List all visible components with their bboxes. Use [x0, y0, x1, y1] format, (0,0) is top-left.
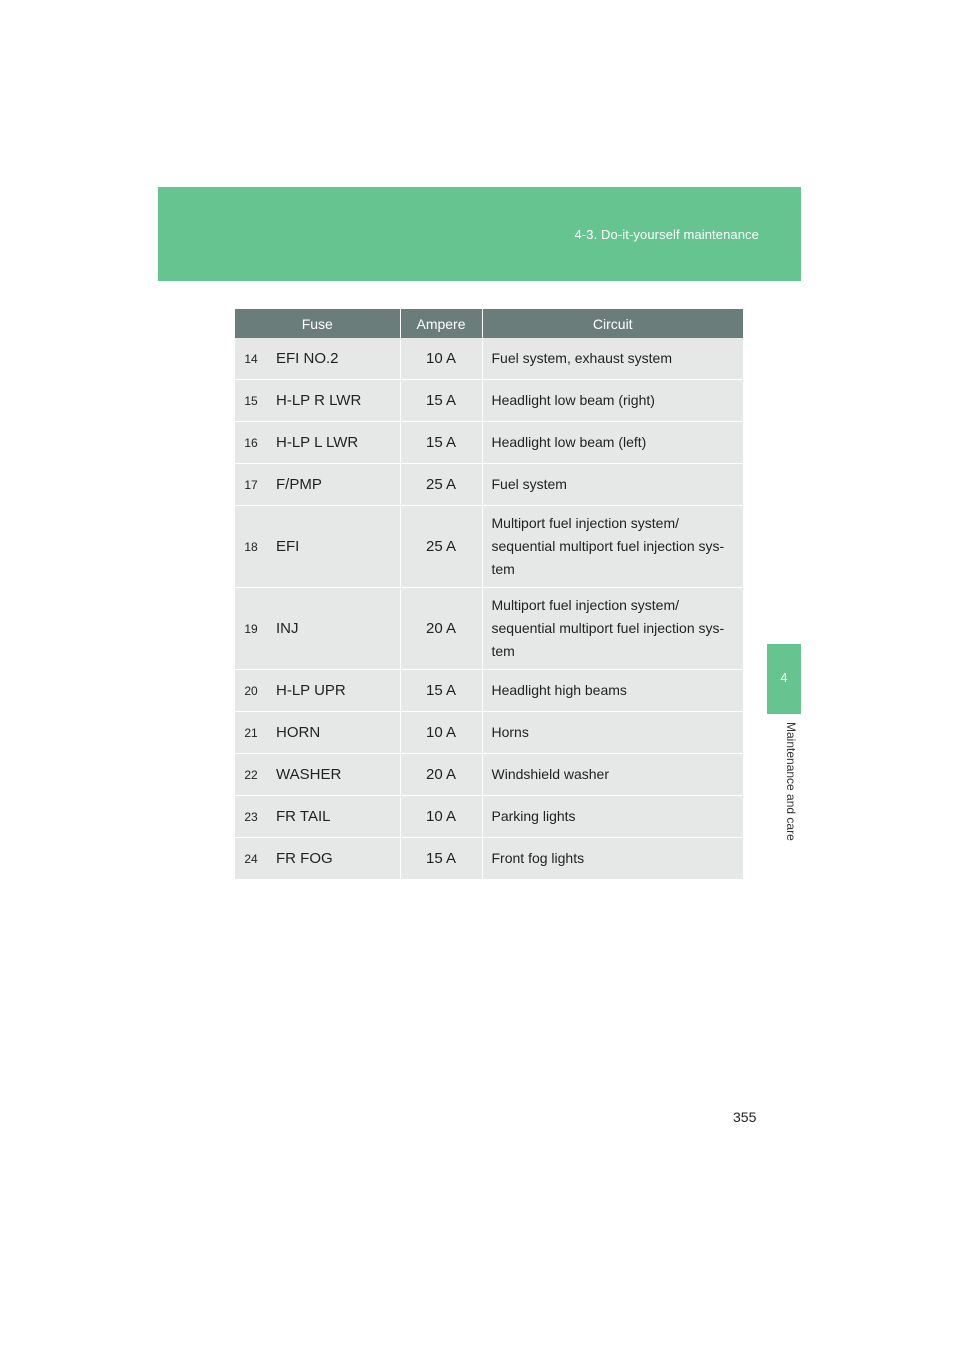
fuse-ampere: 10 A [400, 338, 482, 380]
fuse-number: 22 [235, 754, 267, 796]
fuse-circuit: Multiport fuel injection system/ sequential multiport fuel injection sys- tem [482, 588, 743, 670]
table-row [235, 464, 743, 506]
table-row [235, 838, 743, 880]
fuse-ampere: 25 A [400, 464, 482, 506]
chapter-number: 4 [780, 670, 788, 685]
table-row [235, 422, 743, 464]
fuse-name: F/PMP [267, 464, 400, 506]
fuse-number: 17 [235, 464, 267, 506]
fuse-number: 18 [235, 506, 267, 588]
table-row [235, 670, 743, 712]
table-row [235, 338, 743, 380]
chapter-label: Maintenance and care [784, 722, 798, 841]
page-number: 355 [733, 1109, 757, 1125]
fuse-ampere: 15 A [400, 670, 482, 712]
table-header-row [235, 309, 743, 338]
fuse-number: 21 [235, 712, 267, 754]
fuse-name: FR TAIL [267, 796, 400, 838]
fuse-number: 23 [235, 796, 267, 838]
fuse-number: 19 [235, 588, 267, 670]
fuse-circuit: Horns [482, 712, 743, 754]
fuse-table [235, 309, 743, 880]
fuse-name: H-LP UPR [267, 670, 400, 712]
fuse-number: 24 [235, 838, 267, 880]
table-row [235, 796, 743, 838]
header-band [158, 187, 801, 281]
fuse-circuit: Headlight low beam (left) [482, 422, 743, 464]
fuse-ampere: 15 A [400, 838, 482, 880]
column-header-ampere: Ampere [400, 309, 482, 338]
fuse-ampere: 10 A [400, 712, 482, 754]
fuse-circuit: Multiport fuel injection system/ sequential multiport fuel injection sys- tem [482, 506, 743, 588]
fuse-name: FR FOG [267, 838, 400, 880]
fuse-number: 14 [235, 338, 267, 380]
fuse-name: EFI [267, 506, 400, 588]
fuse-name: EFI NO.2 [267, 338, 400, 380]
fuse-circuit: Parking lights [482, 796, 743, 838]
chapter-tab [767, 644, 801, 714]
table-row [235, 506, 743, 588]
fuse-name: HORN [267, 712, 400, 754]
fuse-circuit: Fuel system [482, 464, 743, 506]
fuse-circuit: Front fog lights [482, 838, 743, 880]
table-row [235, 588, 743, 670]
fuse-circuit: Fuel system, exhaust system [482, 338, 743, 380]
table-row [235, 754, 743, 796]
fuse-number: 16 [235, 422, 267, 464]
table-row [235, 380, 743, 422]
fuse-name: H-LP L LWR [267, 422, 400, 464]
fuse-name: WASHER [267, 754, 400, 796]
fuse-circuit: Headlight low beam (right) [482, 380, 743, 422]
fuse-ampere: 25 A [400, 506, 482, 588]
fuse-ampere: 10 A [400, 796, 482, 838]
table-row [235, 712, 743, 754]
fuse-number: 20 [235, 670, 267, 712]
fuse-circuit: Headlight high beams [482, 670, 743, 712]
fuse-number: 15 [235, 380, 267, 422]
column-header-fuse: Fuse [235, 309, 400, 338]
fuse-ampere: 20 A [400, 588, 482, 670]
fuse-ampere: 15 A [400, 422, 482, 464]
fuse-name: INJ [267, 588, 400, 670]
fuse-ampere: 20 A [400, 754, 482, 796]
fuse-name: H-LP R LWR [267, 380, 400, 422]
fuse-ampere: 15 A [400, 380, 482, 422]
section-title: 4-3. Do-it-yourself maintenance [574, 227, 759, 242]
fuse-circuit: Windshield washer [482, 754, 743, 796]
column-header-circuit: Circuit [482, 309, 743, 338]
